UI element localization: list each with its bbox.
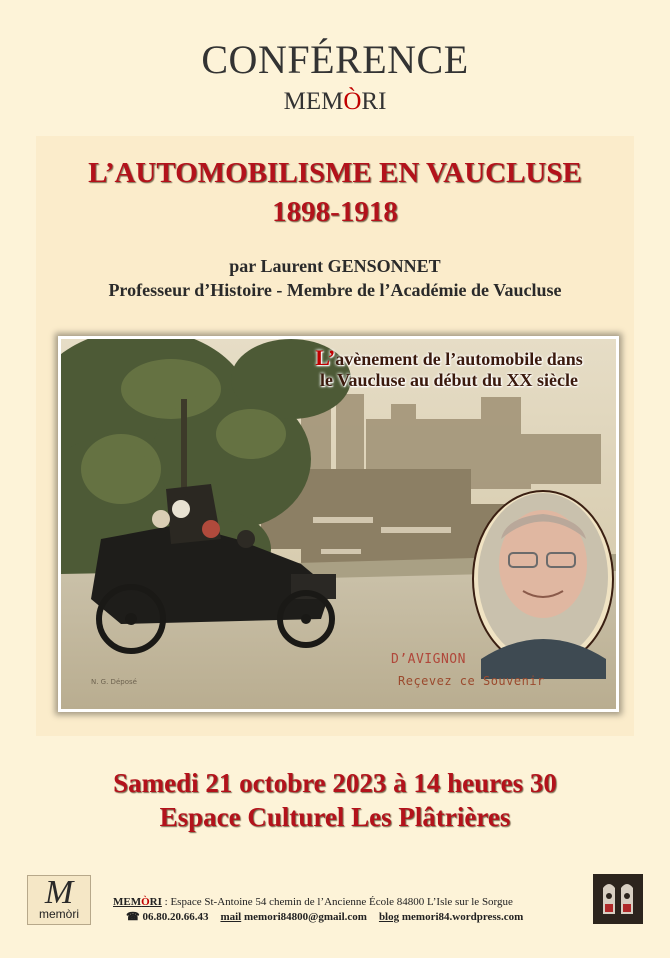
postcard-city-label: D’AVIGNON xyxy=(391,652,466,667)
event-place: Espace Culturel Les Plâtrières xyxy=(159,802,511,832)
footer-blog[interactable]: memori84.wordpress.com xyxy=(401,911,524,923)
speaker-name: par Laurent GENSONNET xyxy=(229,256,441,276)
footer-mail-label: mail xyxy=(220,911,242,923)
footer-address-line xyxy=(113,896,513,908)
footer-mail[interactable]: memori84800@gmail.com xyxy=(243,911,367,923)
event-date: Samedi 21 octobre 2023 à 14 heures 30 xyxy=(113,768,557,798)
talk-title: L’AUTOMOBILISME EN VAUCLUSE xyxy=(88,157,582,189)
postcard-illustration xyxy=(61,339,616,709)
postcard-caption xyxy=(289,347,609,391)
footer-address: : Espace St-Antoine 54 chemin de l’Ancienne École 84800 L’Isle sur le Sorgue xyxy=(164,896,513,908)
caption-initial: L’ xyxy=(315,345,336,370)
footer-org: MEMÒRI xyxy=(113,896,162,908)
caption-line2: le Vaucluse au début du XX siècle xyxy=(319,370,579,390)
logo-initial: M xyxy=(44,874,74,911)
speaker-role: Professeur d’Histoire - Membre de l’Académie de Vaucluse xyxy=(108,280,562,300)
partner-logo-graphic xyxy=(593,874,643,924)
organization-title xyxy=(0,88,670,116)
talk-years: 1898-1918 xyxy=(272,196,398,228)
footer-contact-line xyxy=(126,910,523,923)
conference-title: CONFÉRENCE xyxy=(201,37,469,82)
memori-logo xyxy=(27,875,91,925)
org-prefix: MEM xyxy=(283,88,344,115)
postcard-souvenir-label: Reçevez ce Souvenir xyxy=(398,674,545,688)
postcard-image xyxy=(58,336,619,712)
org-suffix: RI xyxy=(361,88,387,115)
partner-logo xyxy=(593,874,643,924)
caption-line1: avènement de l’automobile dans xyxy=(335,349,583,369)
logo-word: memòri xyxy=(38,907,79,921)
postcard-publisher-label: N. G. Déposé xyxy=(91,678,137,686)
footer-phone: ☎ 06.80.20.66.43 xyxy=(126,911,209,923)
footer-blog-label: blog xyxy=(378,911,400,923)
org-accent: Ò xyxy=(343,88,362,115)
